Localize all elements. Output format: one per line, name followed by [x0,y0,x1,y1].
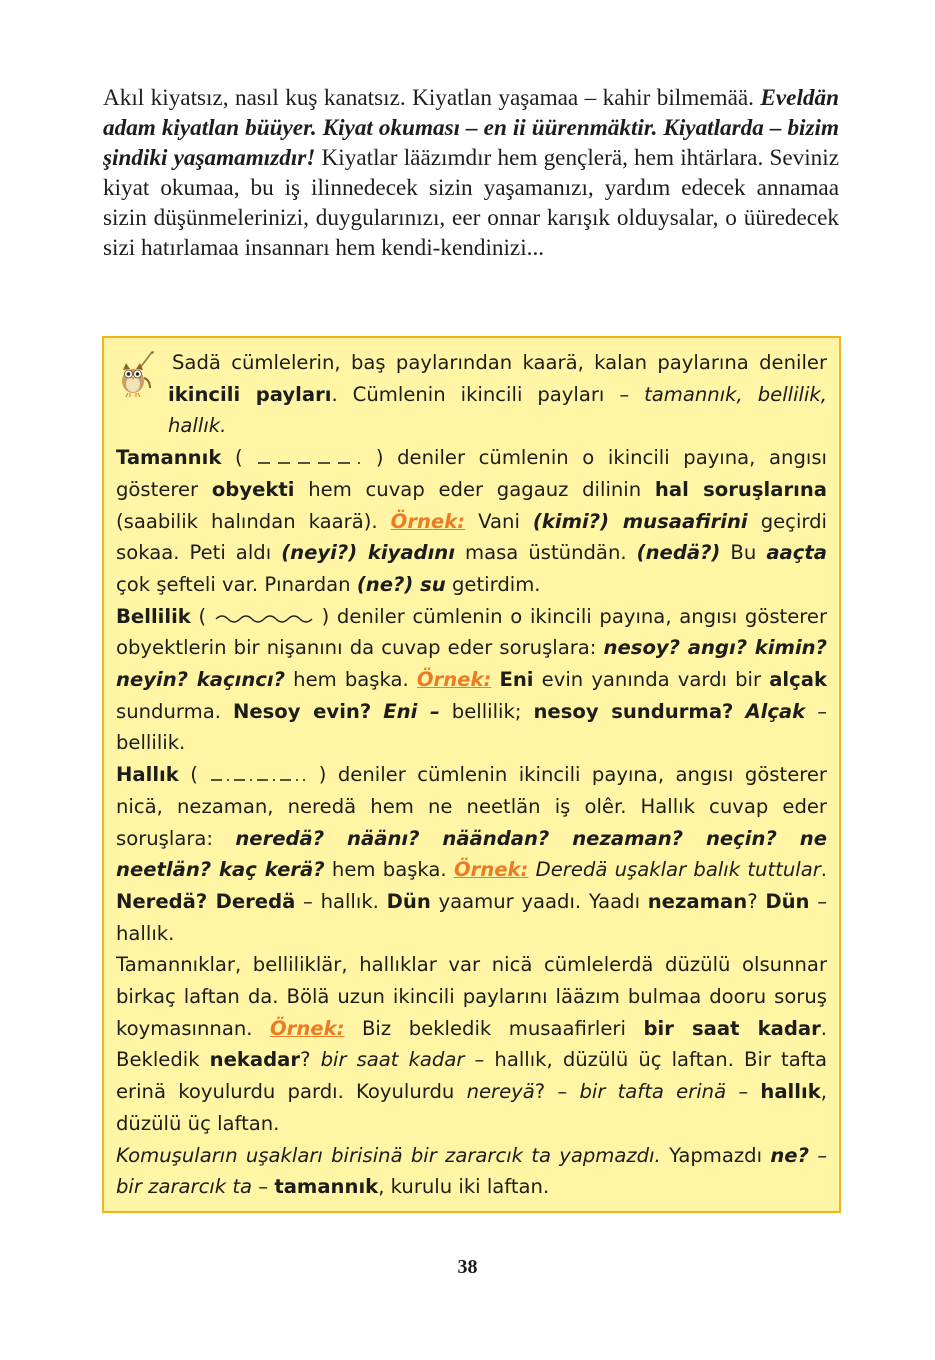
grammar-rule-box [102,336,841,1213]
final-example-paragraph: Komuşuların uşakları birisinä bir zararcık ta yapmazdı. Yapmazdı ne? – bir zararcık ta – tamannık, kurulu iki laftan. [116,1143,828,1199]
term-bellilik: Bellilik [116,604,191,628]
example-label: Örnek: [416,668,492,692]
example-label: Örnek: [390,509,466,533]
multiword-paragraph: Tamannıklar, belliliklär, hallıklar var nicä cümlelerdä düzülü olsunnar birkaç laftan da. Bölä uzun ikincili paylarını lääzım bulmaa dooru soruş koymasınnan. Örnek: Biz bekledik musaafirleri bir saat kadar. Bekledik nekadar? bir saat kadar – hallık, düzülü üç laftan. Bir tafta erinä koyulurdu pardı. Koyulurdu nereyä? – bir tafta erinä – hallık, düzülü üç laftan. [116,953,828,1135]
term: ikincili payları [168,382,332,406]
example-label: Örnek: [270,1016,345,1040]
bellilik-paragraph: Bellilik ( ) deniler cümlenin o ikincili payına, angısı gösterer obyektlerin bir nişanını da cuvap eder soruşlara: nesoy? angı? kimin? neyin? kaçıncı? hem başka. Örnek: Eni evin yanında vardı bir alçak sundurma. Nesoy evin? Eni – bellilik; nesoy sundurma? Alçak – bellilik. [116,604,828,755]
example-label: Örnek: [453,858,529,882]
intro-text: Akıl kiyatsız, nasıl kuş kanatsız. Kiyatlan yaşamaa – kahir bilmemää. [103,85,761,111]
term-tamannik: Tamannık [116,446,222,470]
page-number: 38 [457,1256,478,1278]
hallik-paragraph: Hallık ( ) deniler cümlenin ikincili payına, angısı gösterer nicä, nezaman, neredä hem ne neetlän iş olêr. Hallık cuvap eder soruşlara: neredä? näänı? näändan? nezaman? neçin? ne neetlän? kaç kerä? hem başka. Örnek: Deredä uşaklar balık tuttular. Neredä? Deredä – hallık. Dün yaamur yaadı. Yaadı nezaman? Dün – hallık. [116,763,828,945]
wavy-underline-marker [214,610,314,624]
intro-paragraph [103,83,839,263]
dashed-underline-marker [256,452,362,466]
intro-text: Kiyatlar lääzımdır hem gençlerä, hem ihtärlara. Seviniz kiyat okumaa, bu iş ilinnedecek sizin yaşamanızı, yardım edecek annamaa sizin düşünmelerinizi, duygularınızı, eer onnar karışık olduysalar, o üüredecek sizi hatırlamaa insannarı hem kendi-kendinizi... [103,145,839,261]
term-list: tamannık, bellilik, hallık. [168,382,827,438]
rule-content [116,347,827,1203]
intro-emphasis: Eveldän adam kiyatlan büüyer. Kiyat okuması – en ii üürenmäktir. Kiyatlarda – bizim şindiki yaşamamızdır! [103,85,839,171]
dash-dot-underline-marker [209,769,307,783]
term-hallik: Hallık [116,763,179,787]
rule-intro-paragraph: Sadä cümlelerin, baş paylarından kaarä, kalan paylarına deniler ikincili payları. Cümlenin ikincili payları – tamannık, bellilik, hallık. [168,351,827,438]
tamannik-paragraph: Tamannık ( ) deniler cümlenin o ikincili payına, angısı gösterer obyekti hem cuvap eder gagauz dilinin hal soruşlarına (saabilik halından kaarä). Örnek: Vani (kimi?) musaafirini geçirdi sokaa. Peti aldı (neyi?) kiyadını masa üstündän. (nedä?) Bu aaçta çok şefteli var. Pınardan (ne?) su getirdim. [116,446,827,596]
